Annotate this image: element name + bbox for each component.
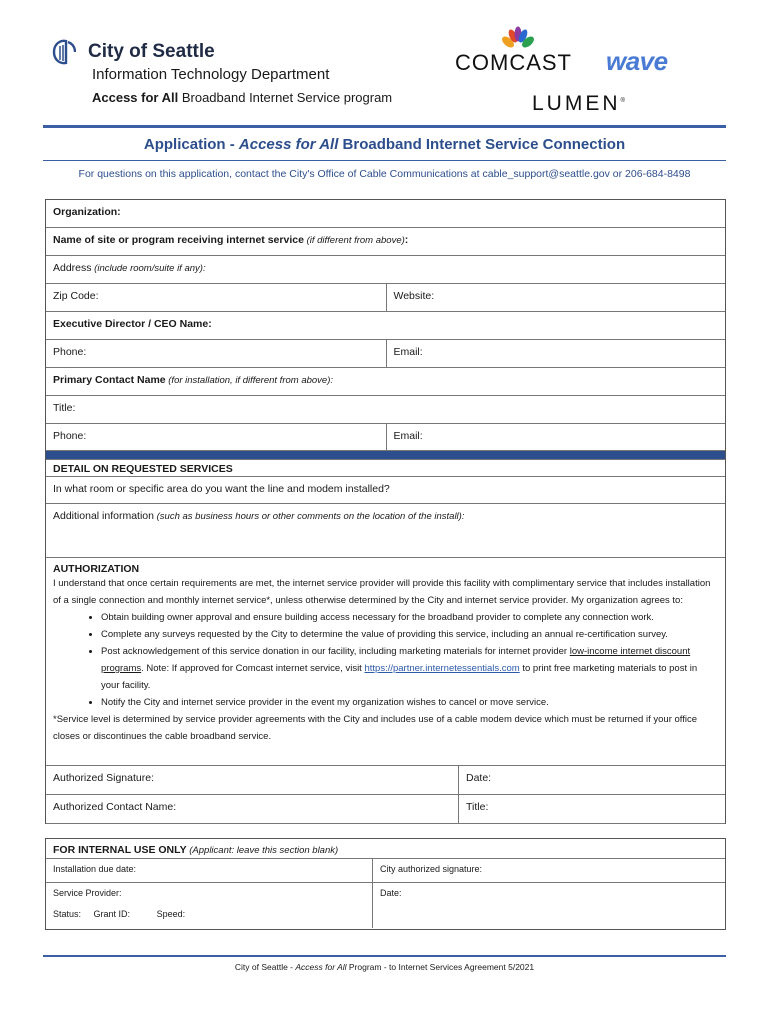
internal-use-section [45, 838, 726, 930]
application-form [45, 199, 726, 824]
list-item: • Obtain building owner approval and ensure building access necessary for the broadband provider to complete any connection work. [101, 609, 718, 626]
detail-heading: DETAIL ON REQUESTED SERVICES [53, 463, 233, 475]
signature-title-field[interactable]: Title: [466, 801, 489, 813]
title-divider [43, 160, 726, 161]
page-title: Application - Access for All Broadband Internet Service Connection [143, 136, 626, 153]
status-row [53, 909, 365, 919]
comcast-logo: COMCAST [455, 50, 572, 75]
website-field[interactable]: Website: [386, 284, 726, 311]
email-field[interactable]: Email: [386, 340, 726, 367]
internal-date-field[interactable]: Date: [372, 883, 725, 928]
speed-field[interactable]: Speed: [156, 909, 186, 919]
primary-contact-row[interactable] [46, 368, 725, 396]
contact-title-row[interactable] [46, 396, 725, 424]
organization-row[interactable] [46, 200, 725, 228]
phone-field[interactable]: Phone: [53, 346, 87, 358]
site-name-label: Name of site or program receiving internet service (if different from above): [53, 234, 409, 246]
internal-provider-group [46, 883, 372, 928]
authorization-intro: I understand that once certain requirements are met, the internet service provider will provide this facility with complimentary service that includes installation of a single connection and monthly internet service*, unless otherwise determined by the City and internet service provider. My organization agrees to: [53, 578, 711, 606]
zip-field[interactable]: Zip Code: [53, 290, 99, 302]
additional-info-label: Additional information (such as business hours or other comments on the location of the install): [53, 510, 465, 522]
contact-info: For questions on this application, contact the City's Office of Cable Communications at cable_support@seattle.gov or 206-684-8498 [78, 168, 691, 180]
address-row[interactable] [46, 256, 725, 284]
installation-due-field[interactable]: Installation due date: [53, 864, 137, 874]
primary-contact-label: Primary Contact Name (for installation, if different from above): [53, 374, 334, 386]
city-name: City of Seattle [88, 41, 215, 62]
city-signature-field[interactable]: City authorized signature: [372, 859, 725, 882]
site-name-row[interactable] [46, 228, 725, 256]
grant-id-field[interactable]: Grant ID: [93, 909, 131, 919]
list-item: • Complete any surveys requested by the City to determine the value of providing this service, including an annual re-certification survey. [101, 626, 718, 643]
authorized-contact-field[interactable]: Authorized Contact Name: [46, 795, 459, 823]
wave-logo: wave [606, 46, 668, 76]
additional-info-row[interactable] [46, 504, 725, 558]
department-name: Information Technology Department [92, 66, 330, 83]
peacock-icon [500, 26, 536, 50]
contact-phone-field[interactable]: Phone: [53, 430, 87, 442]
list-item: • Post acknowledgement of this service donation in our facility, including marketing materials for internet provider low-income internet discount programs. Note: If approved for Comcast internet service, visit https://partner.internetessentials.com to print free marketing materials to post in your facility. [101, 643, 718, 694]
exec-director-row[interactable] [46, 312, 725, 340]
internet-essentials-link[interactable]: https://partner.internetessentials.com [364, 663, 520, 674]
header-divider [43, 125, 726, 128]
authorization-footnote: *Service level is determined by service provider agreements with the City and includes use of a cable modem device which must be returned if your office closes or discontinues the cable broadband service. [53, 714, 698, 742]
footer-divider [43, 955, 726, 957]
city-seal-logo-icon [50, 38, 76, 66]
status-field[interactable]: Status: [53, 909, 82, 919]
exec-director-label: Executive Director / CEO Name: [53, 318, 212, 330]
organization-label: Organization: [53, 206, 121, 218]
room-question-label: In what room or specific area do you want the line and modem installed? [53, 483, 390, 495]
service-provider-field[interactable]: Service Provider: [53, 888, 122, 898]
contact-title-label: Title: [53, 402, 76, 414]
internal-heading: FOR INTERNAL USE ONLY (Applicant: leave this section blank) [46, 839, 725, 859]
authorization-list [53, 609, 718, 711]
footer-text: City of Seattle - Access for All Program - to Internet Services Agreement 5/2021 [234, 962, 535, 972]
authorization-section [46, 558, 725, 766]
authorization-heading: AUTHORIZATION [53, 563, 140, 575]
address-label: Address (include room/suite if any): [53, 262, 206, 274]
authorized-signature-field[interactable]: Authorized Signature: [46, 766, 459, 794]
lumen-logo: LUMEN® [532, 92, 625, 115]
room-question-row[interactable] [46, 477, 725, 504]
discount-programs-link[interactable]: low-income internet discount programs [101, 646, 691, 674]
list-item: • Notify the City and internet service provider in the event my organization wishes to cancel or move service. [101, 694, 718, 711]
program-name: Access for All Broadband Internet Service program [92, 90, 393, 105]
signature-date-field[interactable]: Date: [466, 772, 492, 784]
contact-email-field[interactable]: Email: [386, 424, 726, 450]
section-divider [46, 451, 725, 460]
